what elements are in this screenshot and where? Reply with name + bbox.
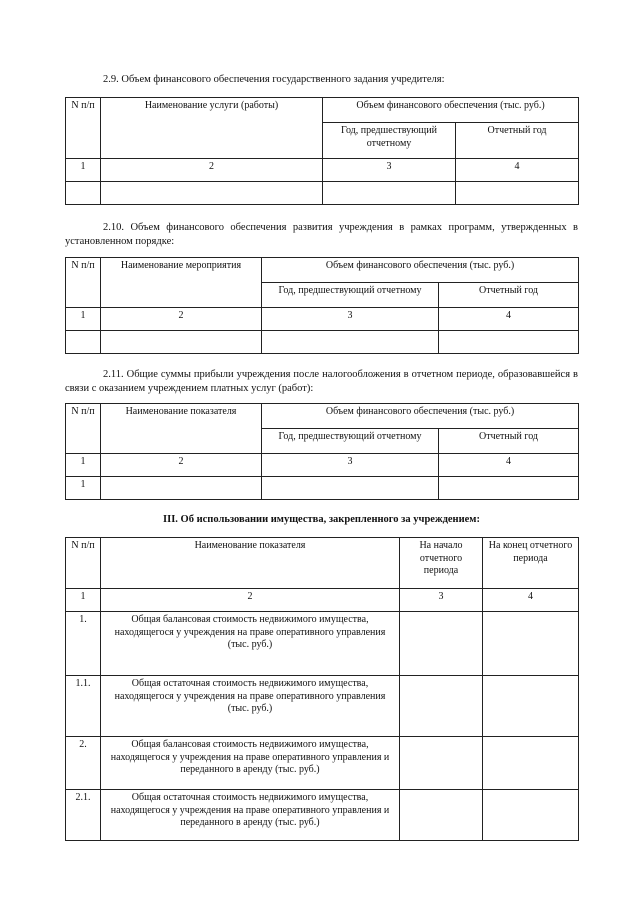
section-2-9-heading: 2.9. Объем финансового обеспечения государственного задания учредителя: bbox=[103, 74, 445, 85]
col-number: 2 bbox=[101, 454, 262, 477]
col-number: 1 bbox=[66, 454, 101, 477]
row-number: 2. bbox=[66, 737, 101, 790]
row-number: 2.1. bbox=[66, 790, 101, 841]
table-2-11 bbox=[65, 403, 579, 500]
empty-cell bbox=[66, 182, 101, 205]
col-number: 2 bbox=[101, 308, 262, 331]
empty-cell bbox=[400, 676, 483, 737]
table-row bbox=[66, 676, 579, 737]
col-number: 1 bbox=[66, 159, 101, 182]
col-end-header: На конец отчетного периода bbox=[483, 538, 579, 589]
empty-cell bbox=[400, 790, 483, 841]
empty-cell bbox=[101, 182, 323, 205]
col-number: 4 bbox=[483, 589, 579, 612]
table-row bbox=[66, 612, 579, 676]
col-curr-header: Отчетный год bbox=[439, 429, 579, 454]
section-2-10-heading: 2.10. Объем финансового обеспечения развития учреждения в рамках программ, утвержденных в установленном порядке: bbox=[65, 222, 578, 247]
col-n-header: N п/п bbox=[66, 258, 101, 308]
row-label: Общая балансовая стоимость недвижимого имущества, находящегося у учреждения на праве оперативного управления (тыс. руб.) bbox=[101, 612, 400, 676]
row-label: Общая балансовая стоимость недвижимого имущества, находящегося у учреждения на праве оперативного управления и переданного в аренду (тыс. руб.) bbox=[101, 737, 400, 790]
col-number: 3 bbox=[262, 454, 439, 477]
empty-cell bbox=[262, 477, 439, 500]
col-number: 3 bbox=[400, 589, 483, 612]
empty-cell bbox=[262, 331, 439, 354]
table-2-10 bbox=[65, 257, 579, 354]
col-number: 4 bbox=[439, 454, 579, 477]
col-n-header: N п/п bbox=[66, 98, 101, 159]
col-number: 3 bbox=[323, 159, 456, 182]
col-name-header: Наименование показателя bbox=[101, 404, 262, 454]
table-2-9 bbox=[65, 97, 579, 205]
col-number: 2 bbox=[101, 589, 400, 612]
empty-cell bbox=[456, 182, 579, 205]
empty-cell bbox=[400, 737, 483, 790]
col-name-header: Наименование мероприятия bbox=[101, 258, 262, 308]
section-2-11-heading: 2.11. Общие суммы прибыли учреждения после налогообложения в отчетном периоде, образовавшейся в связи с оказанием учреждением платных услуг (работ): bbox=[65, 369, 578, 394]
col-start-header: На начало отчетного периода bbox=[400, 538, 483, 589]
table-3 bbox=[65, 537, 579, 841]
col-group-header: Объем финансового обеспечения (тыс. руб.) bbox=[262, 258, 579, 283]
col-number: 1 bbox=[66, 589, 101, 612]
col-number: 2 bbox=[101, 159, 323, 182]
row-number: 1.1. bbox=[66, 676, 101, 737]
col-curr-header: Отчетный год bbox=[439, 283, 579, 308]
row-label: Общая остаточная стоимость недвижимого имущества, находящегося у учреждения на праве оперативного управления (тыс. руб.) bbox=[101, 676, 400, 737]
col-number: 4 bbox=[456, 159, 579, 182]
row-number: 1 bbox=[66, 477, 101, 500]
table-row bbox=[66, 737, 579, 790]
col-number: 4 bbox=[439, 308, 579, 331]
col-prev-header: Год, предшествующий отчетному bbox=[323, 123, 456, 159]
empty-cell bbox=[323, 182, 456, 205]
col-n-header: N п/п bbox=[66, 404, 101, 454]
col-n-header: N п/п bbox=[66, 538, 101, 589]
col-prev-header: Год, предшествующий отчетному bbox=[262, 283, 439, 308]
row-number: 1. bbox=[66, 612, 101, 676]
empty-cell bbox=[101, 331, 262, 354]
col-number: 1 bbox=[66, 308, 101, 331]
empty-cell bbox=[439, 477, 579, 500]
col-group-header: Объем финансового обеспечения (тыс. руб.) bbox=[262, 404, 579, 429]
table-row bbox=[66, 790, 579, 841]
row-label: Общая остаточная стоимость недвижимого имущества, находящегося у учреждения на праве оперативного управления и переданного в аренду (тыс. руб.) bbox=[101, 790, 400, 841]
col-group-header: Объем финансового обеспечения (тыс. руб.) bbox=[323, 98, 579, 123]
empty-cell bbox=[483, 676, 579, 737]
empty-cell bbox=[483, 612, 579, 676]
col-number: 3 bbox=[262, 308, 439, 331]
empty-cell bbox=[66, 331, 101, 354]
empty-cell bbox=[439, 331, 579, 354]
empty-cell bbox=[483, 737, 579, 790]
empty-cell bbox=[400, 612, 483, 676]
empty-cell bbox=[101, 477, 262, 500]
col-name-header: Наименование показателя bbox=[101, 538, 400, 589]
col-name-header: Наименование услуги (работы) bbox=[101, 98, 323, 159]
empty-cell bbox=[483, 790, 579, 841]
col-prev-header: Год, предшествующий отчетному bbox=[262, 429, 439, 454]
section-3-heading: III. Об использовании имущества, закрепленного за учреждением: bbox=[163, 514, 480, 525]
col-curr-header: Отчетный год bbox=[456, 123, 579, 159]
